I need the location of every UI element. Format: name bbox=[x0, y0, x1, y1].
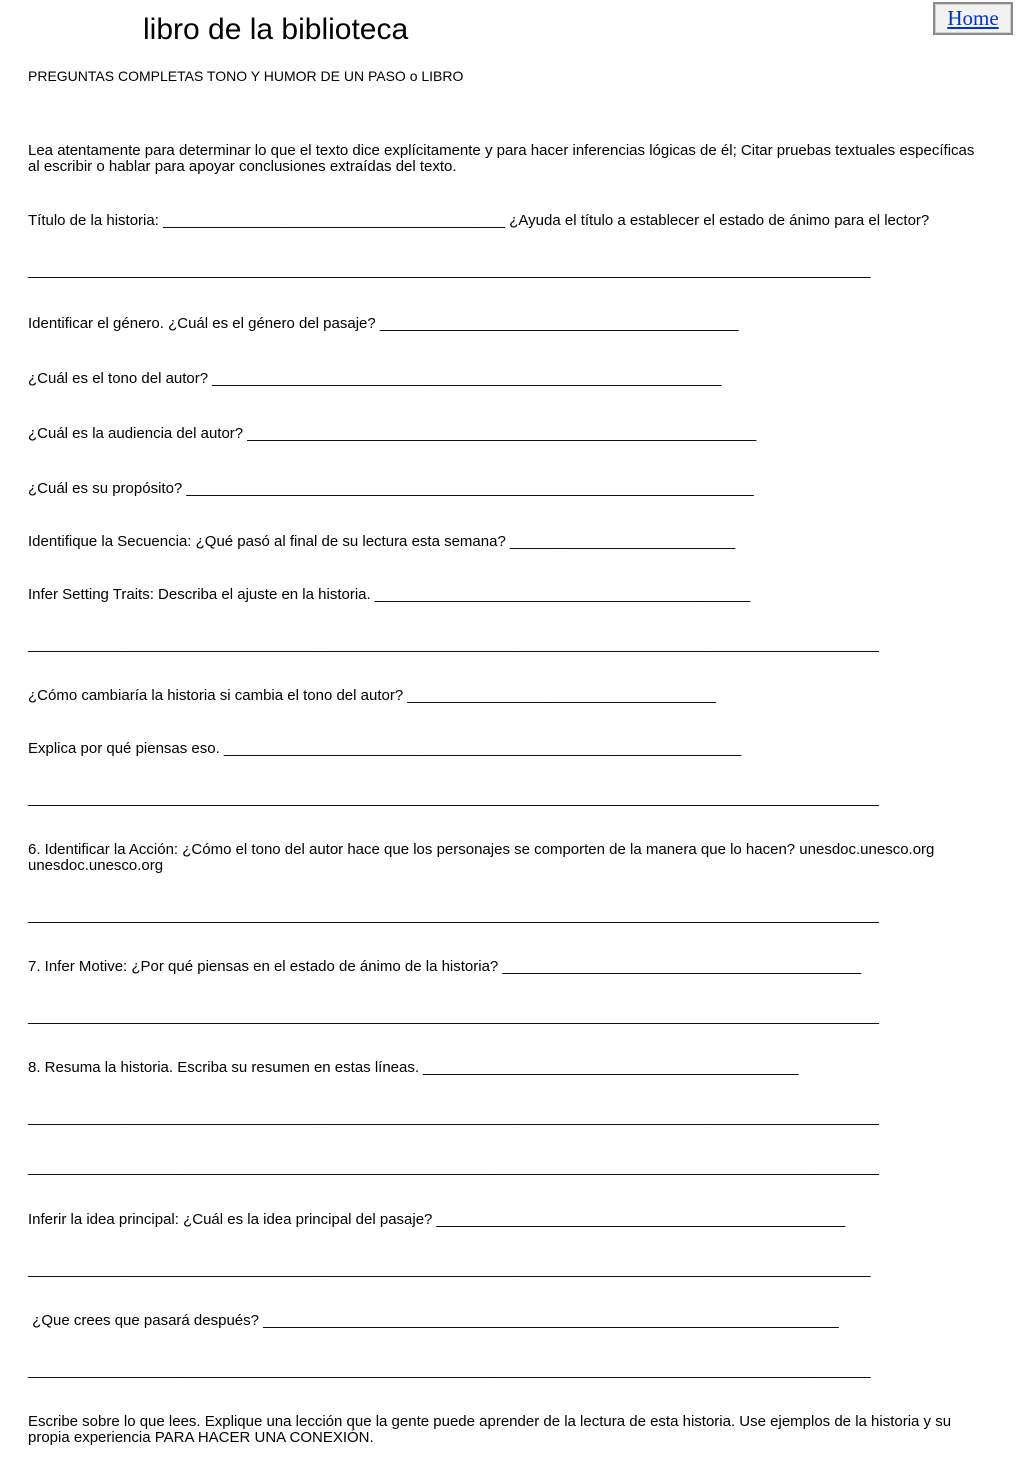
answer-line: _____________________________________________________________________________________________________ bbox=[28, 1362, 871, 1379]
home-link[interactable]: Home bbox=[947, 6, 999, 30]
answer-line: ______________________________________________________________________________________________________ bbox=[28, 790, 879, 807]
answer-line: ______________________________________________________________________________________________________ bbox=[28, 636, 879, 653]
question-summary: 8. Resuma la historia. Escriba su resumen en estas líneas. _____________________________________________ bbox=[28, 1059, 799, 1076]
question-prediction: ¿Que crees que pasará después? _____________________________________________________________________ bbox=[28, 1312, 839, 1329]
question-sequence: Identifique la Secuencia: ¿Qué pasó al final de su lectura esta semana? ___________________________ bbox=[28, 533, 736, 550]
question-motive: 7. Infer Motive: ¿Por qué piensas en el estado de ánimo de la historia? ___________________________________________ bbox=[28, 958, 862, 975]
question-story-title: Título de la historia: _________________________________________ ¿Ayuda el título a establecer el estado de ánimo para el lector? bbox=[28, 212, 930, 229]
worksheet-body bbox=[28, 111, 988, 1462]
worksheet-subtitle: PREGUNTAS COMPLETAS TONO Y HUMOR DE UN PASO o LIBRO bbox=[28, 68, 464, 84]
question-purpose: ¿Cuál es su propósito? ____________________________________________________________________ bbox=[28, 480, 754, 497]
question-main-idea: Inferir la idea principal: ¿Cuál es la idea principal del pasaje? _________________________________________________ bbox=[28, 1211, 846, 1228]
question-author-audience: ¿Cuál es la audiencia del autor? _____________________________________________________________ bbox=[28, 425, 757, 442]
answer-line: _____________________________________________________________________________________________________ bbox=[28, 1261, 871, 1278]
answer-line: ______________________________________________________________________________________________________ bbox=[28, 1109, 879, 1126]
answer-line: ______________________________________________________________________________________________________ bbox=[28, 907, 879, 924]
question-genre: Identificar el género. ¿Cuál es el género del pasaje? ___________________________________________ bbox=[28, 315, 739, 332]
question-setting: Infer Setting Traits: Describa el ajuste en la historia. _____________________________________________ bbox=[28, 586, 751, 603]
home-button[interactable] bbox=[933, 2, 1013, 35]
question-connection: Escribe sobre lo que lees. Explique una lección que la gente puede aprender de la lectura de esta historia. Use ejemplos de la historia y su propia experiencia PARA HACER UNA CONEXIÓN. bbox=[28, 1413, 956, 1446]
page-title: libro de la biblioteca bbox=[143, 13, 409, 46]
question-author-tone: ¿Cuál es el tono del autor? _____________________________________________________________ bbox=[28, 370, 722, 387]
question-action: 6. Identificar la Acción: ¿Cómo el tono del autor hace que los personajes se comporten de la manera que lo hacen? unesdoc.unesco.org unesdoc.unesco.org bbox=[28, 841, 939, 874]
answer-line: ______________________________________________________________________________________________________ bbox=[28, 1008, 879, 1025]
question-tone-change: ¿Cómo cambiaría la historia si cambia el tono del autor? _____________________________________ bbox=[28, 687, 717, 704]
answer-line: ______________________________________________________________________________________________________ bbox=[28, 1159, 879, 1176]
instructions: Lea atentamente para determinar lo que el texto dice explícitamente y para hacer inferencias lógicas de él; Citar pruebas textuales específicas al escribir o hablar para apoyar conclusiones extraídas del texto. bbox=[28, 142, 979, 175]
question-explain: Explica por qué piensas eso. ______________________________________________________________ bbox=[28, 740, 742, 757]
answer-line: _____________________________________________________________________________________________________ bbox=[28, 262, 871, 279]
